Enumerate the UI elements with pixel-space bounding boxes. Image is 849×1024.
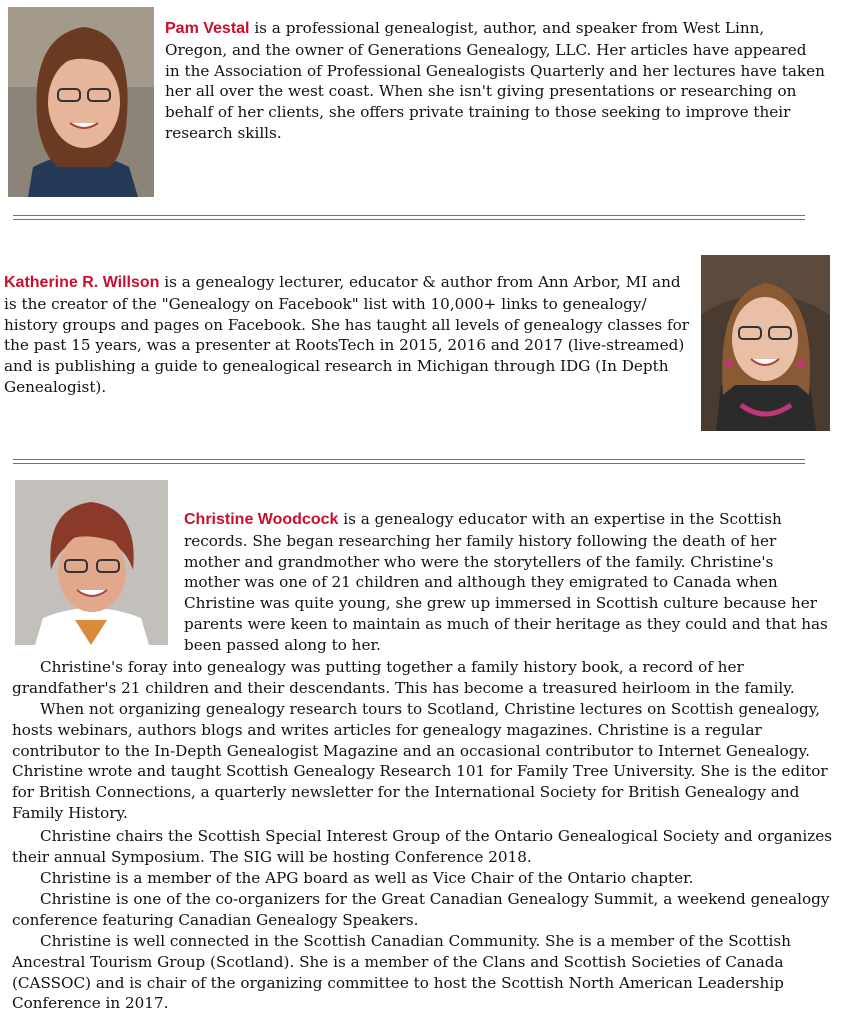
- pam-vestal-photo: [8, 7, 154, 197]
- section-divider: [13, 215, 805, 220]
- bio-name: Christine Woodcock: [184, 511, 339, 528]
- katherine-willson-bio: [4, 272, 690, 398]
- bio-paragraph: Christine chairs the Scottish Special Interest Group of the Ontario Genealogical Society and organizes their annual Symposium. The SIG will be hosting Conference 2018.: [12, 827, 833, 866]
- bio-name: Pam Vestal: [165, 20, 250, 37]
- bio-text: is a genealogy educator with an expertise in the Scottish records. She began researching her family history following the death of her mother and grandmother who were the storytellers of the family. Christine's mother was one of 21 children and although they emigrated to Canada when Christine was quite young, she grew up immersed in Scottish culture because her parents were keen to maintain as much of their heritage as they could and that has been passed along to her.: [184, 510, 828, 654]
- bio-text: is a professional genealogist, author, and speaker from West Linn, Oregon, and the owner of Generations Genealogy, LLC. Her articles have appeared in the Association of Professional Genealogists Quarterly and her lectures have taken her all over the west coast. When she isn't giving presentations or researching on behalf of her clients, she offers private training to those seeking to improve their research skills.: [165, 19, 825, 142]
- bio-paragraph: Christine's foray into genealogy was putting together a family history book, a record of her grandfather's 21 children and their descendants. This has become a treasured heirloom in the family.: [12, 658, 795, 697]
- katherine-willson-photo: [701, 255, 830, 431]
- pam-vestal-bio: [165, 18, 825, 144]
- christine-woodcock-bio: [184, 509, 830, 656]
- bio-paragraph: Christine is a member of the APG board as well as Vice Chair of the Ontario chapter.: [40, 869, 694, 887]
- bio-text: is a genealogy lecturer, educator & author from Ann Arbor, MI and is the creator of the "Genealogy on Facebook" list with 10,000+ links to genealogy/ history groups and pages on Facebook. She has taught all levels of genealogy classes for the past 15 years, was a presenter at RootsTech in 2015, 2016 and 2017 (live-streamed) and is publishing a guide to genealogical research in Michigan through IDG (In Depth Genealogist).: [4, 273, 689, 396]
- section-divider: [13, 459, 805, 464]
- bio-paragraph: Christine is one of the co-organizers for the Great Canadian Genealogy Summit, a weekend genealogy conference featuring Canadian Genealogy Speakers.: [12, 890, 830, 929]
- christine-woodcock-photo: [15, 480, 168, 645]
- bio-paragraph: Christine is well connected in the Scottish Canadian Community. She is a member of the Scottish Ancestral Tourism Group (Scotland). She is a member of the Clans and Scottish Societies of Canada (CASSOC) and is chair of the organizing committee to host the Scottish North American Leadership Conference in 2017.: [12, 932, 791, 1013]
- bio-name: Katherine R. Willson: [4, 274, 160, 291]
- bio-paragraph: When not organizing genealogy research tours to Scotland, Christine lectures on Scottish genealogy, hosts webinars, authors blogs and writes articles for genealogy magazines. Christine is a regular contributor to the In-Depth Genealogist Magazine and an occasional contributor to Internet Genealogy. Christine wrote and taught Scottish Genealogy Research 101 for Family Tree University. She is the editor for British Connections, a quarterly newsletter for the International Society for British Genealogy and Family History.: [12, 700, 828, 822]
